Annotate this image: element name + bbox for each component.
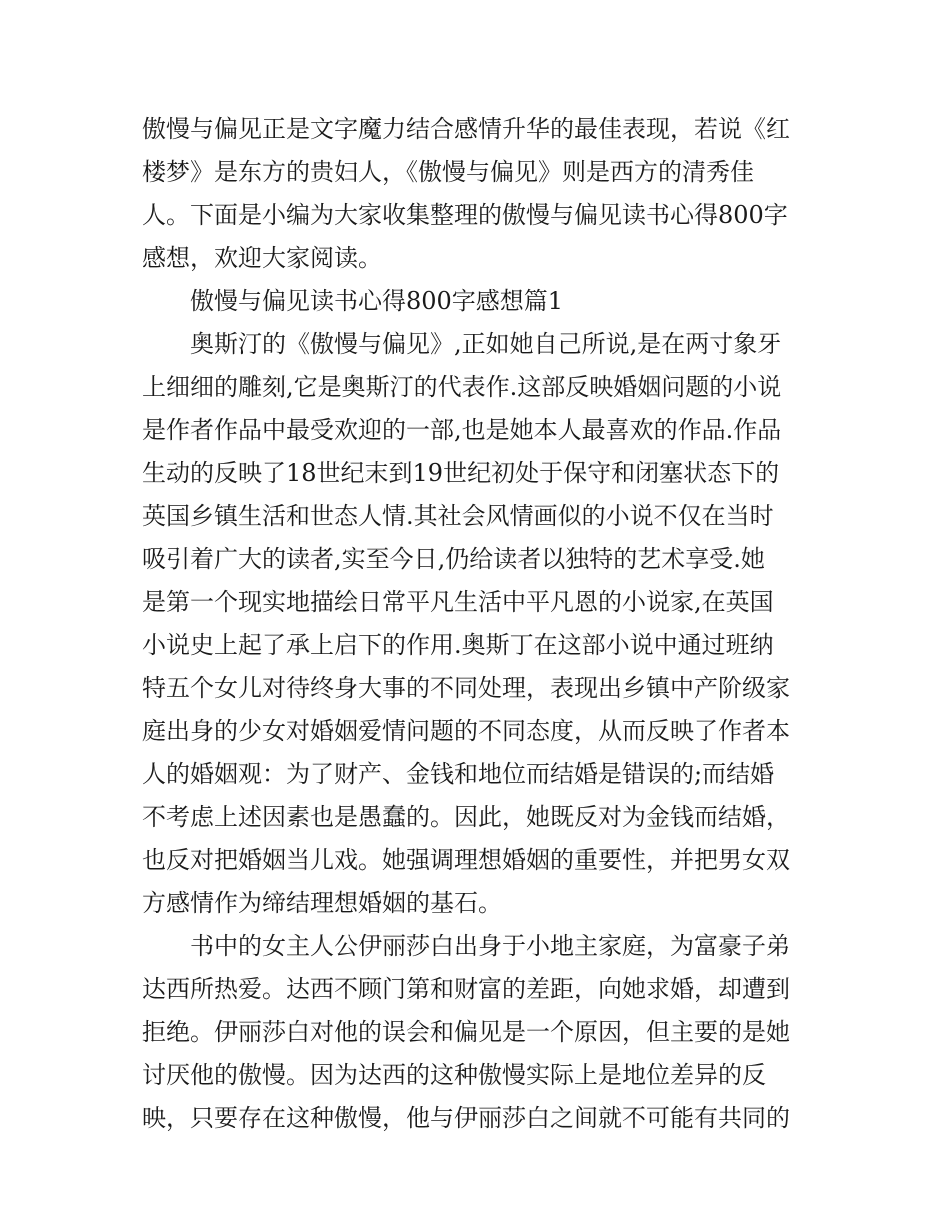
intro-line: 楼梦》是东方的贵妇人，《傲慢与偏见》则是西方的清秀佳 [142, 158, 754, 186]
paragraph-line: 不考虑上述因素也是愚蠢的。因此，她既反对为金钱而结婚， [142, 803, 790, 831]
paragraph-line: 映，只要存在这种傲慢，他与伊丽莎白之间就不可能有共同的 [142, 1104, 790, 1132]
intro-line: 傲慢与偏见正是文字魔力结合感情升华的最佳表现，若说《红 [142, 115, 790, 143]
paragraph-1 [142, 323, 814, 925]
paragraph-line: 达西所热爱。达西不顾门第和财富的差距，向她求婚，却遭到 [142, 975, 790, 1003]
paragraph-line: 特五个女儿对待终身大事的不同处理，表现出乡镇中产阶级家 [142, 674, 790, 702]
paragraph-2 [142, 925, 814, 1140]
paragraph-line: 讨厌他的傲慢。因为达西的这种傲慢实际上是地位差异的反 [142, 1061, 766, 1089]
paragraph-line: 书中的女主人公伊丽莎白出身于小地主家庭，为富豪子弟 [190, 932, 790, 960]
paragraph-line: 是第一个现实地描绘日常平凡生活中平凡恩的小说家,在英国 [142, 588, 774, 616]
paragraph-line: 上细细的雕刻,它是奥斯汀的代表作.这部反映婚姻问题的小说 [142, 373, 782, 401]
paragraph-line: 英国乡镇生活和世态人情.其社会风情画似的小说不仅在当时 [142, 502, 774, 530]
paragraph-line: 奥斯汀的《傲慢与偏见》,正如她自己所说,是在两寸象牙 [190, 330, 782, 358]
intro-line: 人。下面是小编为大家收集整理的傲慢与偏见读书心得800字 [142, 201, 788, 229]
section-title: 傲慢与偏见读书心得800字感想篇1 [190, 287, 564, 315]
document-body [142, 108, 814, 1140]
intro-line: 感想，欢迎大家阅读。 [142, 244, 382, 272]
intro-paragraph [142, 108, 814, 280]
paragraph-line: 也反对把婚姻当儿戏。她强调理想婚姻的重要性，并把男女双 [142, 846, 790, 874]
paragraph-line: 是作者作品中最受欢迎的一部,也是她本人最喜欢的作品.作品 [142, 416, 782, 444]
paragraph-line: 庭出身的少女对婚姻爱情问题的不同态度，从而反映了作者本 [142, 717, 790, 745]
paragraph-line: 小说史上起了承上启下的作用.奥斯丁在这部小说中通过班纳 [142, 631, 774, 659]
paragraph-line: 方感情作为缔结理想婚姻的基石。 [142, 889, 502, 917]
paragraph-line: 拒绝。伊丽莎白对他的误会和偏见是一个原因，但主要的是她 [142, 1018, 790, 1046]
paragraph-line: 人的婚姻观：为了财产、金钱和地位而结婚是错误的;而结婚 [142, 760, 775, 788]
paragraph-line: 生动的反映了18世纪末到19世纪初处于保守和闭塞状态下的 [142, 459, 780, 487]
paragraph-line: 吸引着广大的读者,实至今日,仍给读者以独特的艺术享受.她 [142, 545, 765, 573]
